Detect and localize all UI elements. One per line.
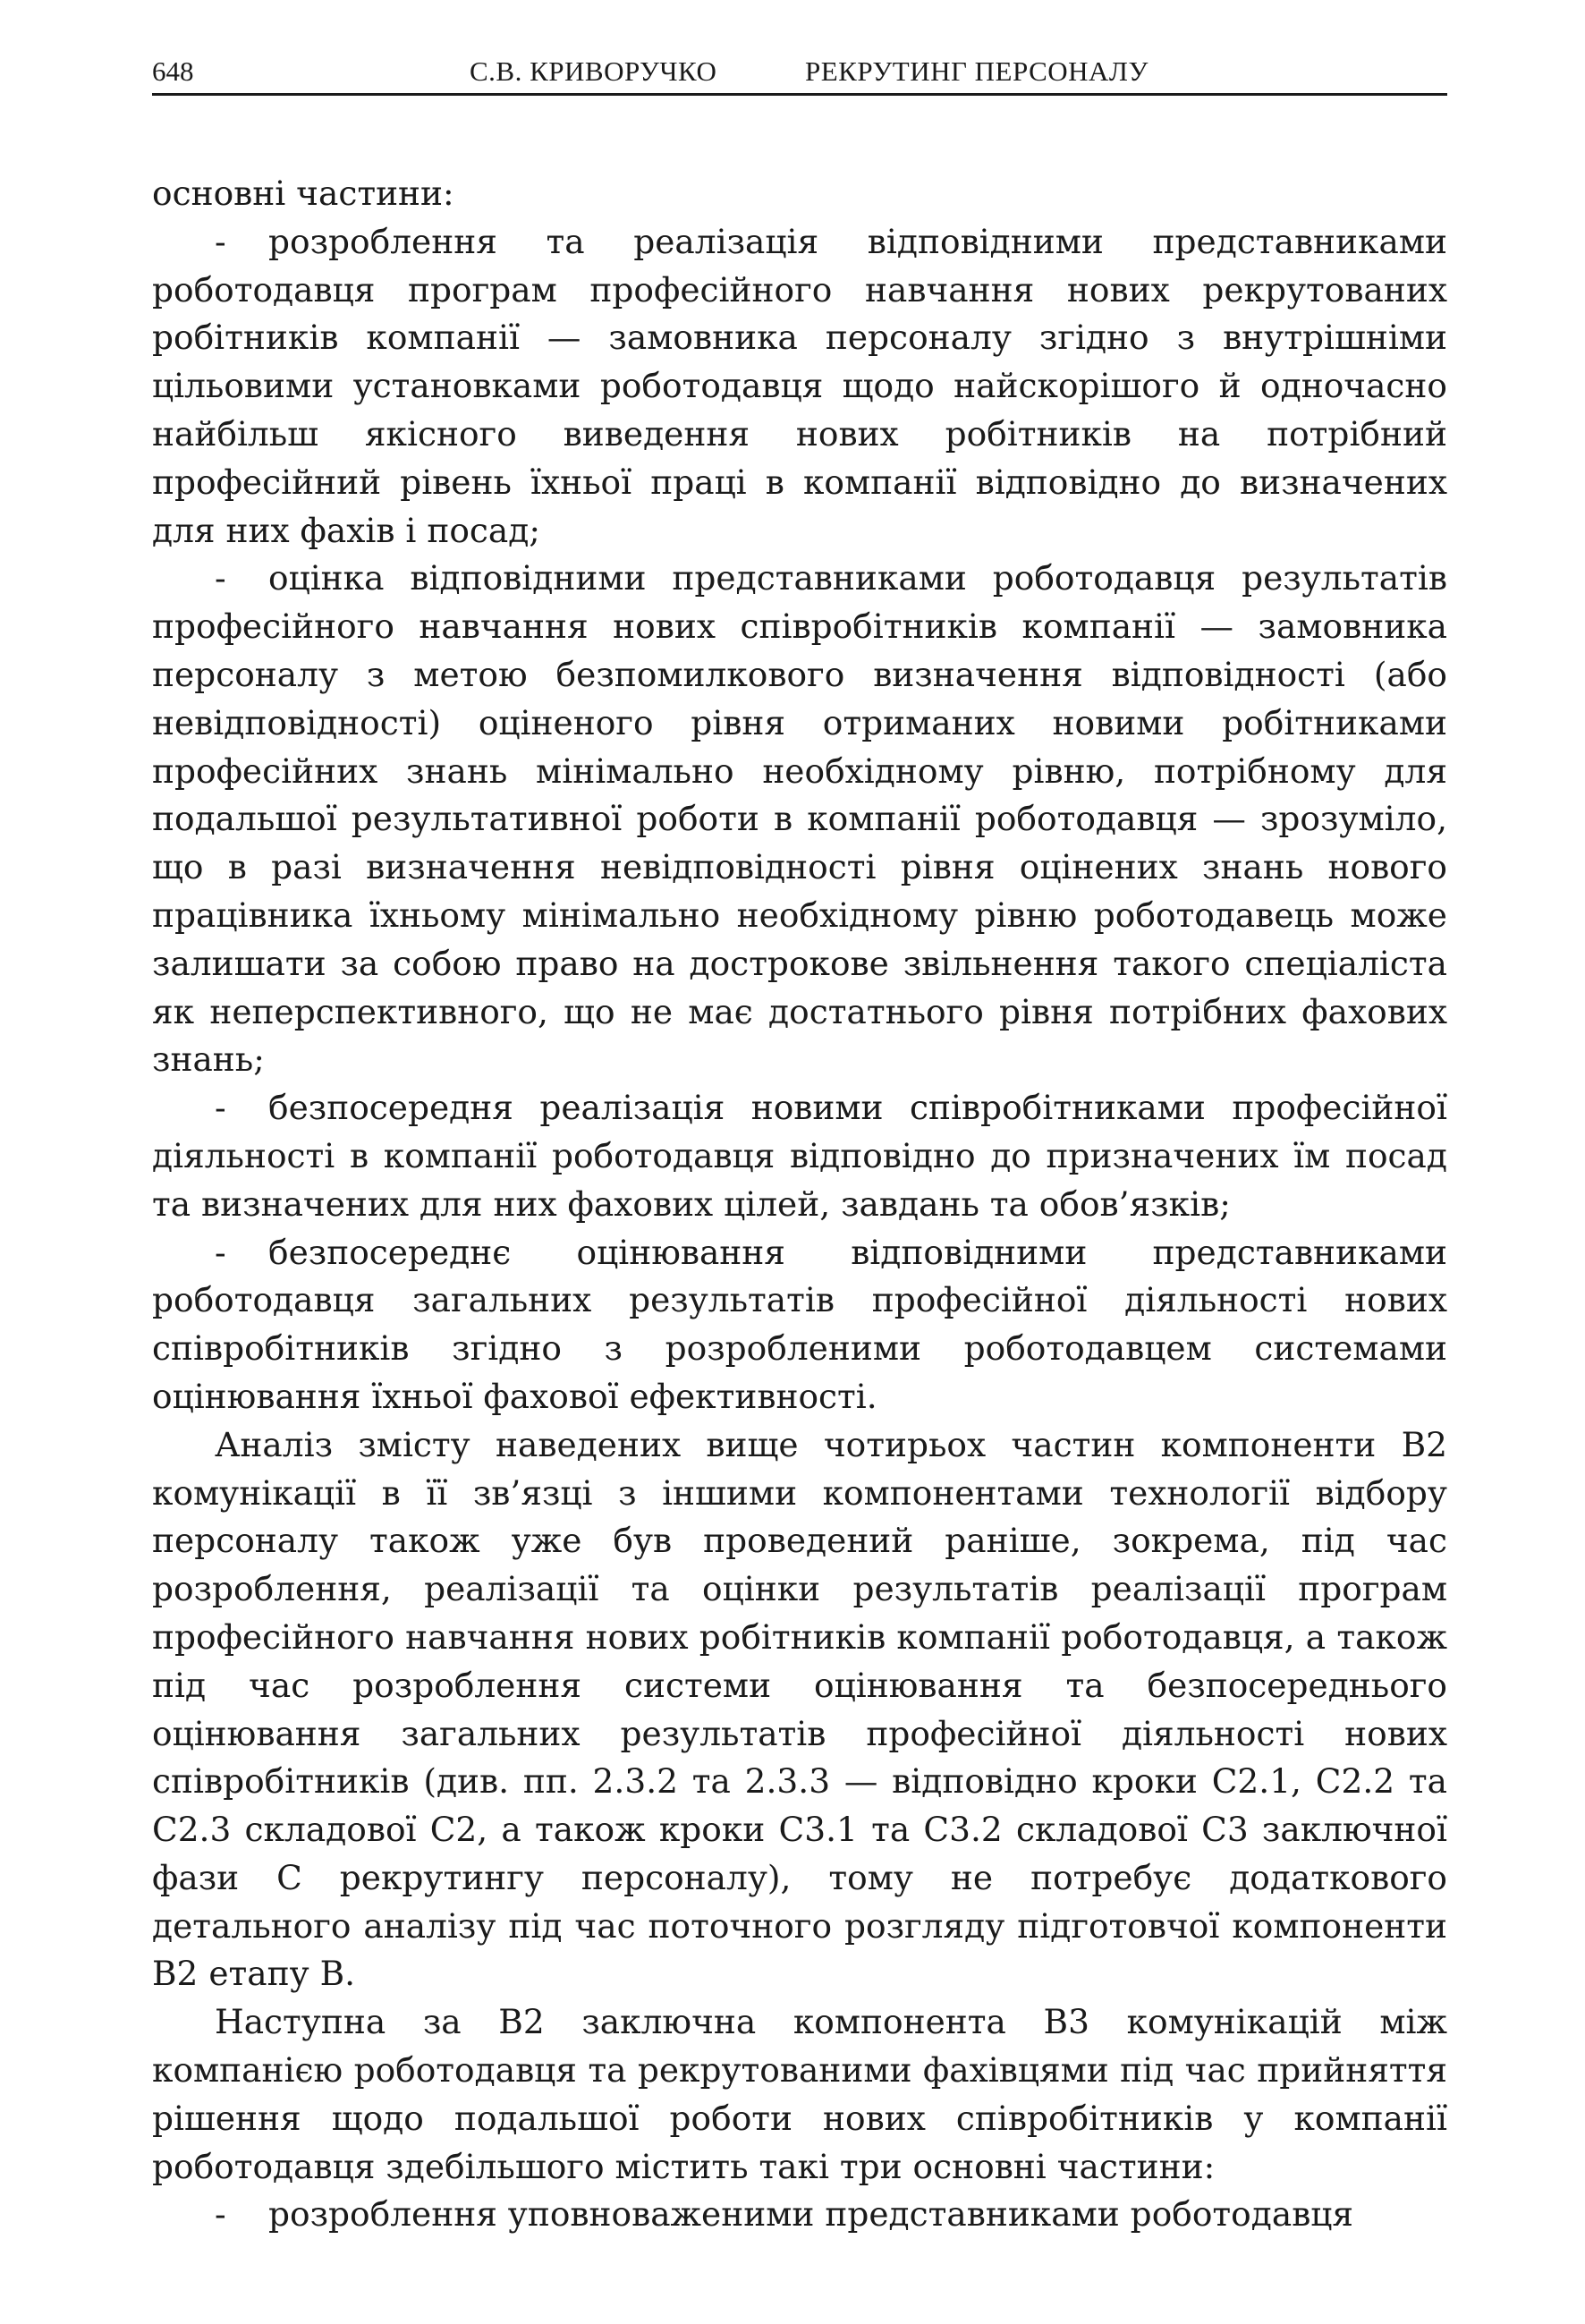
list-item-text: оцінка відповідними представниками роботодавця результатів професійного навчання нових співробітників компанії — замовника персоналу з метою безпомилкового визначення відповідності (або невідповідності) оціненого рівня отриманих новими робітниками професійних знань мінімально необхідному рівню, потрібному для подальшої результативної роботи в компанії роботодавця — зрозуміло, що в разі визначення невідповідності рівня оцінених знань нового працівника їхньому мінімально необхідному рівню роботодавець може залишати за собою право на дострокове звільнення такого спеціаліста як неперспективного, що не має достатнього рівня потрібних фахових знань; [152,558,1447,1080]
list-dash: - [215,221,226,261]
running-head-title: РЕКРУТИНГ ПЕРСОНАЛУ [805,55,1148,87]
list-item [152,1084,1447,1228]
list-item [152,2191,1447,2239]
page-number: 648 [152,55,194,87]
list-item [152,555,1447,1084]
list-item [152,218,1447,556]
list-item-text: безпосередня реалізація новими співробітниками професійної діяльності в компанії роботодавця відповідно до призначених їм посад та визначених для них фахових цілей, завдань та обов’язків; [152,1088,1447,1224]
body-text [152,170,1447,2239]
list-dash: - [215,1232,226,1272]
list-dash: - [215,1088,226,1128]
list-item [152,1229,1447,1421]
list-dash: - [215,2194,226,2235]
paragraph-analysis: Аналіз змісту наведених вище чотирьох частин компоненти В2 комунікації в її зв’язці з іншими компонентами технології відбору персоналу також уже був проведений раніше, зокрема, під час розроблення, реалізації та оцінки результатів реалізації програм професійного навчання нових робітників компанії роботодавця, а також під час розроблення системи оцінювання та безпосереднього оцінювання загальних результатів професійної діяльності нових співробітників (див. пп. 2.3.2 та 2.3.3 — відповідно кроки С2.1, С2.2 та С2.3 складової С2, а також кроки С3.1 та С3.2 складової С3 заключної фази С рекрутингу персоналу), тому не потребує додаткового детального аналізу під час поточного розгляду підготовчої компоненти В2 етапу В. [152,1424,1447,1994]
list-dash: - [215,558,226,598]
list-item-text: розроблення уповноваженими представниками роботодавця [268,2194,1354,2235]
list-item-text: розроблення та реалізація відповідними представниками роботодавця програм професійного навчання нових рекрутованих робітників компанії — замовника персоналу згідно з внутрішніми цільовими установками роботодавця щодо найскорішого й одночасно найбільш якісного виведення нових робітників на потрібний професійний рівень їхньої праці в компанії відповідно до визначених для них фахів і посад; [152,221,1447,550]
list-item-text: безпосереднє оцінювання відповідними представниками роботодавця загальних результатів професійної діяльності нових співробітників згідно з розробленими роботодавцем системами оцінювання їхньої фахової ефективності. [152,1232,1447,1416]
paragraph-next-component: Наступна за В2 заключна компонента В3 комунікацій між компанією роботодавця та рекрутованими фахівцями під час прийняття рішення щодо подальшої роботи нових співробітників у компанії роботодавця здебільшого містить такі три основні частини: [152,2002,1447,2186]
running-head [152,55,1449,95]
paragraph-continuation: основні частини: [152,174,454,213]
running-head-author: С.В. КРИВОРУЧКО [470,55,717,87]
header-rule [152,93,1447,96]
